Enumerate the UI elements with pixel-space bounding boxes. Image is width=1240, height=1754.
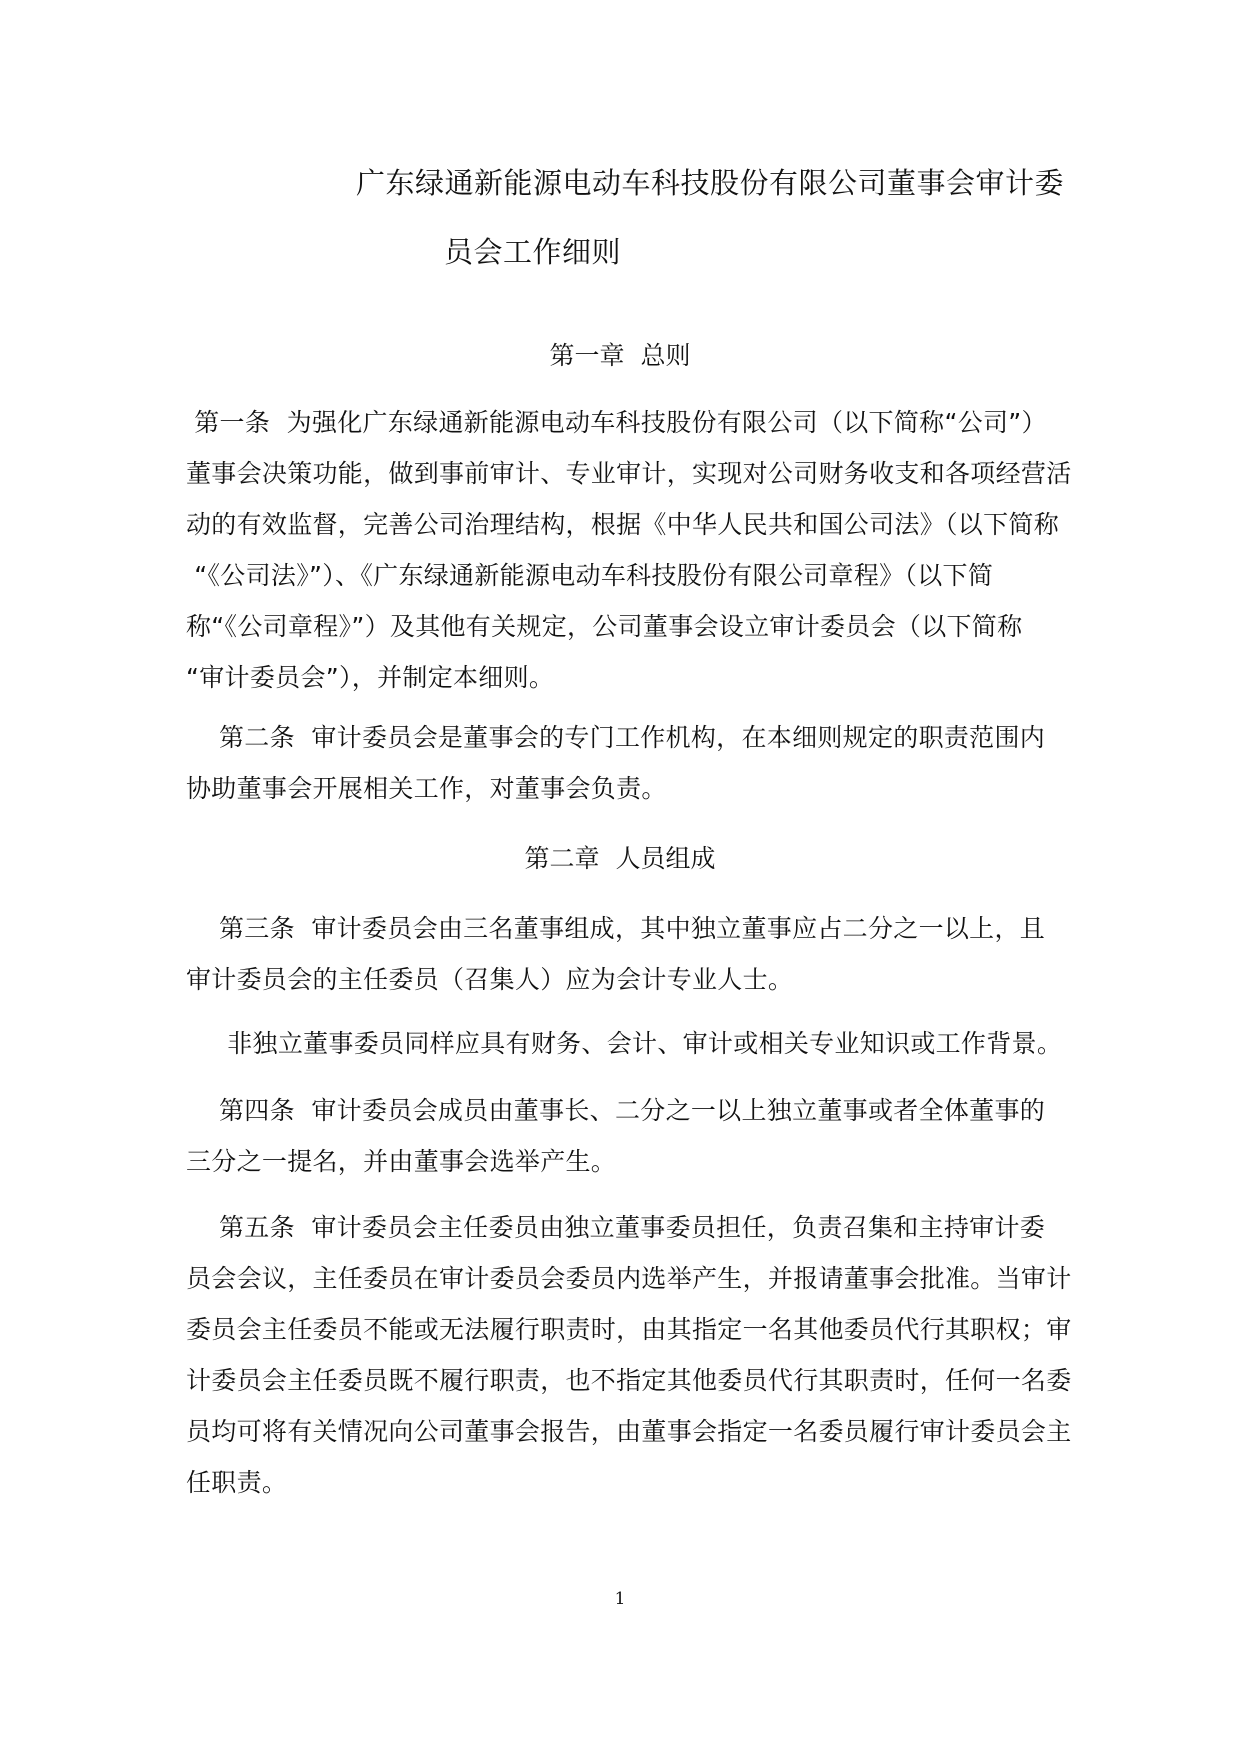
paragraph-line: 第一条 为强化广东绿通新能源电动车科技股份有限公司（以下简称“公司”）: [186, 408, 1047, 437]
paragraph-line: 协助董事会开展相关工作，对董事会负责。: [186, 774, 667, 803]
chapter-heading-1: 第一章 总则: [549, 341, 691, 370]
paragraph-line: 动的有效监督，完善公司治理结构，根据《中华人民共和国公司法》（以下简称: [186, 510, 1060, 539]
article-5: [186, 1202, 1072, 1508]
paragraph-line: 称“《公司章程》”）及其他有关规定，公司董事会设立审计委员会（以下简称: [186, 612, 1023, 641]
paragraph-line: 第三条 审计委员会由三名董事组成，其中独立董事应占二分之一以上，且: [186, 914, 1046, 943]
paragraph-line: “《公司法》”）、《广东绿通新能源电动车科技股份有限公司章程》（以下简: [186, 561, 994, 590]
paragraph-line: 员均可将有关情况向公司董事会报告，由董事会指定一名委员履行审计委员会主: [186, 1417, 1072, 1446]
article-3-supplement: [186, 1018, 1066, 1069]
page-number: 1: [614, 1589, 626, 1609]
paragraph-line: 委员会主任委员不能或无法履行职责时，由其指定一名其他委员代行其职权；审: [186, 1315, 1072, 1344]
paragraph-line: 三分之一提名，并由董事会选举产生。: [186, 1147, 617, 1176]
paragraph-line: 董事会决策功能，做到事前审计、专业审计，实现对公司财务收支和各项经营活: [186, 459, 1072, 488]
chapter-heading-2: 第二章 人员组成: [524, 844, 716, 873]
paragraph-line: 第四条 审计委员会成员由董事长、二分之一以上独立董事或者全体董事的: [186, 1096, 1046, 1125]
article-2: [186, 712, 1066, 814]
paragraph-line: 第五条 审计委员会主任委员由独立董事委员担任，负责召集和主持审计委: [186, 1213, 1046, 1242]
article-1: [186, 397, 1072, 703]
paragraph-line: 非独立董事委员同样应具有财务、会计、审计或相关专业知识或工作背景。: [186, 1029, 1063, 1058]
paragraph-line: 员会会议，主任委员在审计委员会委员内选举产生，并报请董事会批准。当审计: [186, 1264, 1072, 1293]
paragraph-line: “审计委员会”），并制定本细则。: [186, 663, 555, 692]
paragraph-line: 任职责。: [186, 1468, 288, 1497]
document-title-line-1: 广东绿通新能源电动车科技股份有限公司董事会审计委: [356, 166, 1065, 200]
paragraph-line: 计委员会主任委员既不履行职责，也不指定其他委员代行其职责时，任何一名委: [186, 1366, 1072, 1395]
document-title-line-2: 员会工作细则: [444, 235, 622, 269]
paragraph-line: 第二条 审计委员会是董事会的专门工作机构，在本细则规定的职责范围内: [186, 723, 1046, 752]
paragraph-line: 审计委员会的主任委员（召集人）应为会计专业人士。: [186, 965, 794, 994]
article-4: [186, 1085, 1066, 1187]
article-3: [186, 903, 1066, 1005]
